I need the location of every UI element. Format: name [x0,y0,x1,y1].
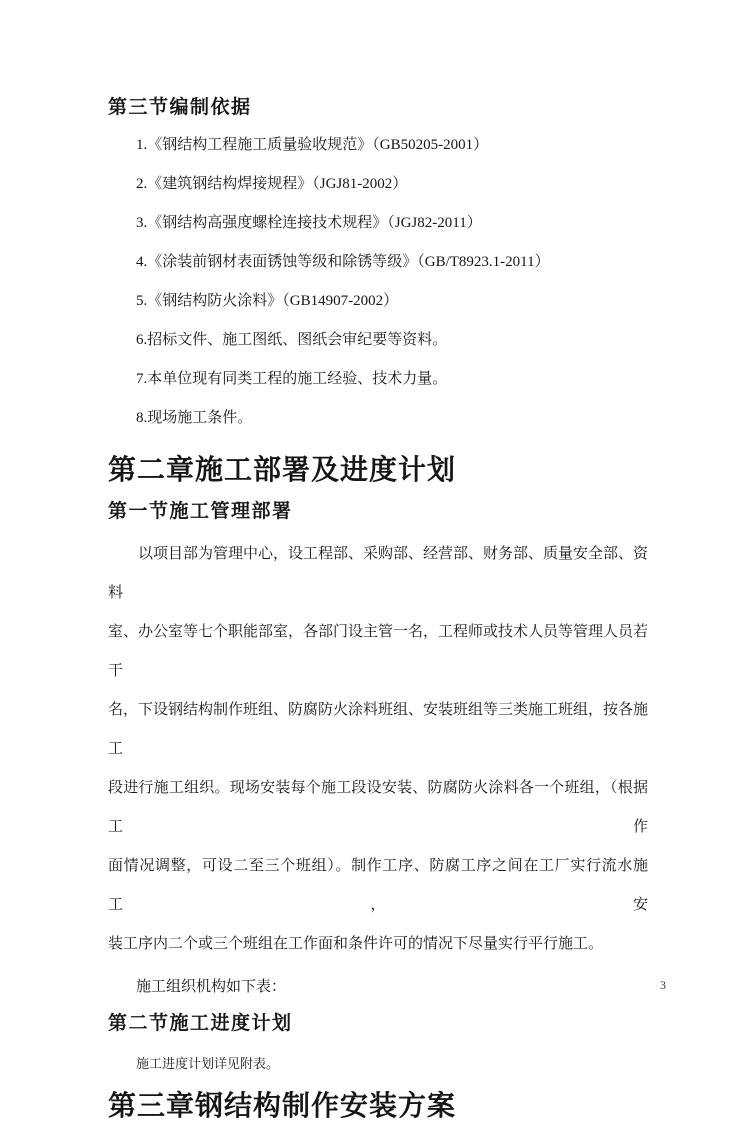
paragraph-line: 室、办公室等七个职能部室，各部门设主管一名，工程师或技术人员等管理人员若干 [108,624,649,679]
paragraph-line: 面情况调整，可设二至三个班组）。制作工序、防腐工序之间在工厂实行流水施工，安 [108,858,648,913]
section-heading-shigong-jindu: 第二节施工进度计划 [108,1013,293,1034]
chapter-heading-shigong-bushu: 第二章施工部署及进度计划 [108,455,457,486]
reference-item: 8.现场施工条件。 [136,410,253,426]
reference-item: 5.《钢结构防火涂料》（GB14907-2002） [136,293,399,309]
reference-item: 6.招标文件、施工图纸、图纸会审纪要等资料。 [136,332,448,348]
paragraph-line: 装工序内二个或三个班组在工作面和条件许可的情况下尽量实行平行施工。 [108,936,604,952]
schedule-note: 施工进度计划详见附表。 [136,1056,280,1071]
reference-list [108,126,648,438]
paragraph-line: 以项目部为管理中心，设工程部、采购部、经营部、财务部、质量安全部、资料 [108,546,649,601]
section-heading-bianzhi-yiju: 第三节编制依据 [108,97,252,118]
paragraph-line: 名，下设钢结构制作班组、防腐防火涂料班组、安装班组等三类施工班组，按各施工 [108,702,649,757]
paragraph-line: 段进行施工组织。现场安装每个施工段设安装、防腐防火涂料各一个班组，（根据工作 [108,780,648,835]
chapter-heading-gangjiegou-zhizuo: 第三章钢结构制作安装方案 [108,1091,457,1122]
management-paragraph [108,535,648,964]
reference-item: 4.《涂装前钢材表面锈蚀等级和除锈等级》（GB/T8923.1-2011） [136,254,550,270]
org-structure-note: 施工组织机构如下表： [136,979,287,995]
page-number: 3 [660,978,666,992]
reference-item: 1.《钢结构工程施工质量验收规范》（GB50205-2001） [136,137,489,153]
reference-item: 7.本单位现有同类工程的施工经验、技术力量。 [136,371,448,387]
document-content [108,0,648,1124]
reference-item: 3.《钢结构高强度螺栓连接技术规程》（JGJ82-2011） [136,215,482,231]
section-heading-shigong-guanli: 第一节施工管理部署 [108,501,293,522]
reference-item: 2.《建筑钢结构焊接规程》（JGJ81-2002） [136,176,408,192]
